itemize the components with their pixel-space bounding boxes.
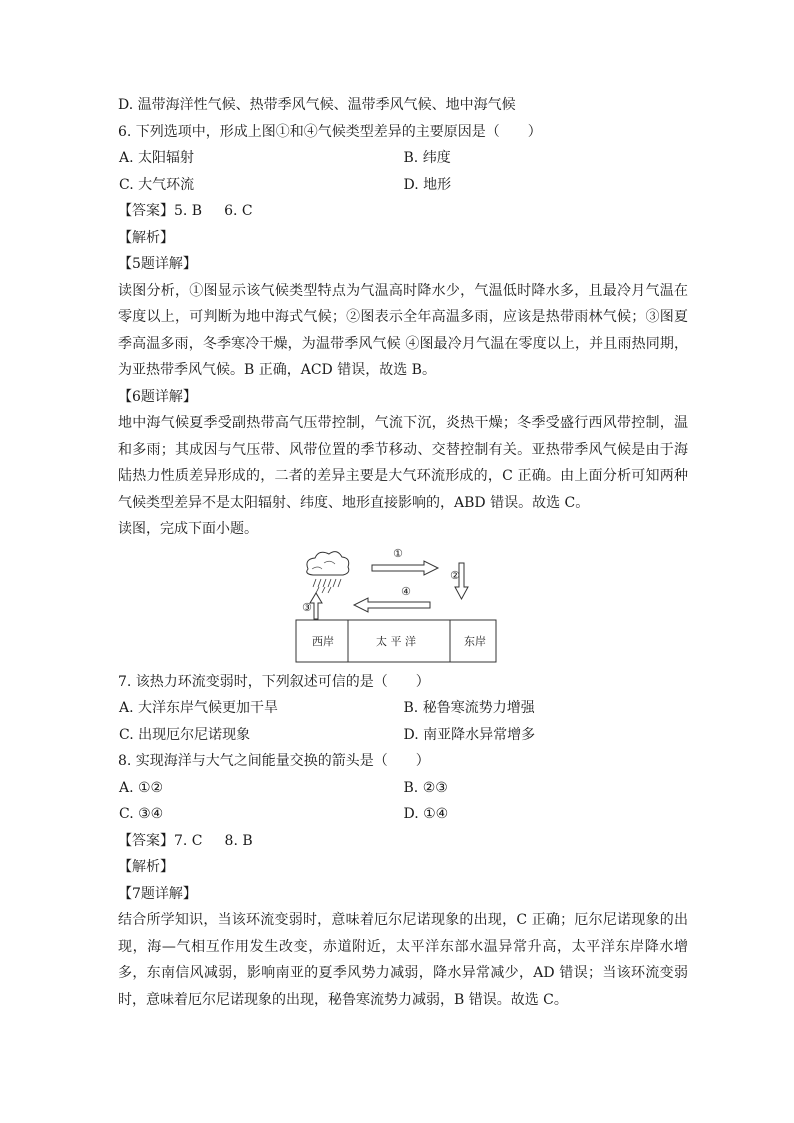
arrow-1-eastward: [372, 561, 438, 575]
arrow-4-westward: [354, 598, 430, 612]
q6-option-b: B. 纬度: [403, 150, 451, 166]
pacific-ocean-label: 太 平 洋: [376, 634, 416, 648]
east-coast-label: 东岸: [464, 634, 486, 648]
q7-options-row-1: [118, 695, 688, 722]
answer-7-8: [118, 828, 688, 855]
analysis-heading-2: 【解析】: [118, 859, 174, 875]
q6-option-c: C. 大气环流: [119, 176, 195, 193]
q7-option-c: C. 出现厄尔尼诺现象: [119, 726, 251, 743]
answer-label: 【答案】5. B: [118, 203, 203, 219]
arrow-3-label: ③: [302, 600, 312, 614]
detail-5-text: 读图分析，①图显示该气候类型特点为气温高时降水少，气温低时降水多，且最冷月气温在零度以上，可判断为地中海式气候；②图表示全年高温多雨，应该是热带雨林气候；③图夏季高温多雨，冬季寒冷干燥，为温带季风气候 ④图最冷月气温在零度以上，并且雨热同期，为亚热带季风气候。B 正确，ACD 错误，故选 B。: [118, 282, 688, 378]
q6-option-a: A. 太阳辐射: [119, 150, 195, 166]
q8-option-a: A. ①②: [119, 779, 164, 796]
answer-6: 6. C: [224, 203, 253, 219]
question-7: 7. 该热力环流变弱时，下列叙述可信的是（ ）: [118, 673, 430, 690]
cloud-rain-icon: [307, 551, 349, 592]
q8-option-d: D. ①④: [403, 806, 449, 822]
analysis-heading: 【解析】: [118, 229, 174, 246]
answer-8: 8. B: [224, 832, 253, 849]
q6-options-row-1: [118, 145, 688, 172]
arrow-4-label: ④: [401, 584, 411, 598]
detail-6-text: 地中海气候夏季受副热带高气压带控制，气流下沉，炎热干燥；冬季受盛行西风带控制，温和多雨；其成因与气压带、风带位置的季节移动、交替控制有关。亚热带季风气候是由于海陆热力性质差异形成的，二者的差异主要是大气环流形成的，C 正确。由上面分析可知两种气候类型差异不是太阳辐射、纬度、地形直接影响的，ABD 错误。故选 C。: [118, 415, 688, 511]
answer-5-6: [118, 198, 688, 225]
document-page: [118, 92, 688, 1013]
detail-6-heading: 【6题详解】: [118, 388, 197, 405]
q6-option-d: D. 地形: [403, 176, 452, 193]
q7-options-row-2: [118, 722, 688, 749]
q7-option-d: D. 南亚降水异常增多: [403, 726, 536, 743]
detail-7-heading: 【7题详解】: [118, 885, 197, 902]
west-coast-label: 西岸: [312, 634, 334, 648]
walker-circulation-svg: [294, 547, 500, 663]
q7-option-b: B. 秘鲁寒流势力增强: [403, 700, 535, 716]
diagram-intro: 读图，完成下面小题。: [118, 521, 258, 537]
arrow-2-label: ②: [450, 568, 460, 582]
q8-option-c: C. ③④: [119, 806, 164, 822]
q5-option-d: D. 温带海洋性气候、热带季风气候、温带季风气候、地中海气候: [118, 97, 516, 113]
circulation-diagram: [118, 547, 688, 665]
q6-options-row-2: [118, 172, 688, 199]
q8-options-row-2: [118, 801, 688, 828]
q8-options-row-1: [118, 775, 688, 802]
detail-5-heading: 【5题详解】: [118, 256, 197, 272]
question-6: 6. 下列选项中，形成上图①和④气候类型差异的主要原因是（ ）: [118, 123, 542, 140]
q8-option-b: B. ②③: [403, 779, 448, 796]
detail-7-text: 结合所学知识，当该环流变弱时，意味着厄尔尼诺现象的出现，C 正确；厄尔尼诺现象的出现，海—气相互作用发生改变，赤道附近，太平洋东部水温异常升高，太平洋东岸降水增多，东南信风减弱，影响南亚的夏季风势力减弱，降水异常减少，AD 错误；当该环流变弱时，意味着厄尔尼诺现象的出现，秘鲁寒流势力减弱，B 错误。故选 C。: [118, 912, 688, 1008]
arrow-1-label: ①: [393, 546, 403, 560]
q7-option-a: A. 大洋东岸气候更加干旱: [119, 700, 279, 716]
answer-label-2: 【答案】7. C: [118, 832, 203, 849]
question-8: 8. 实现海洋与大气之间能量交换的箭头是（ ）: [118, 753, 430, 769]
